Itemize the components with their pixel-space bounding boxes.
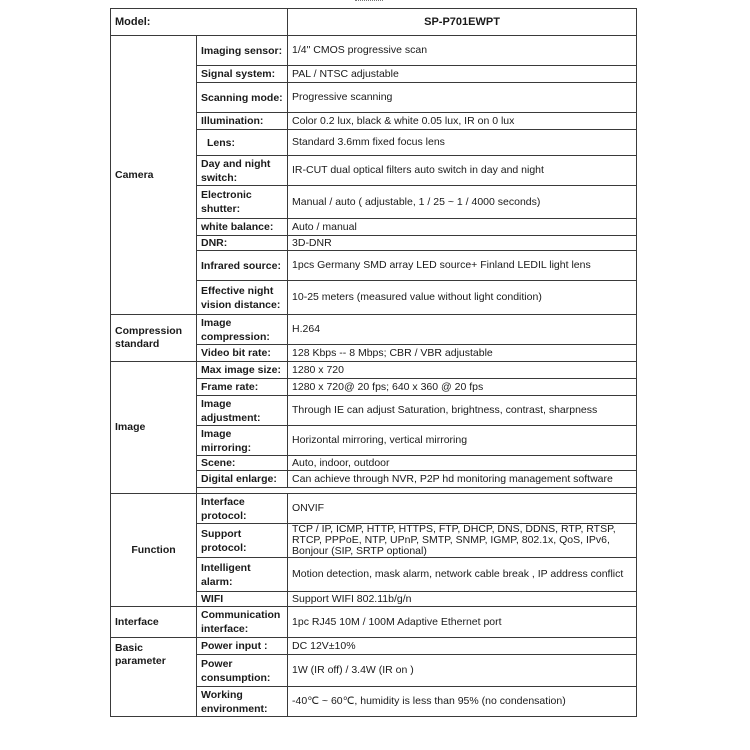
- spec-label: Support protocol:: [197, 524, 288, 558]
- spec-label: Illumination:: [197, 113, 288, 130]
- spec-label: Communication interface:: [197, 607, 288, 638]
- spec-value: TCP / IP, ICMP, HTTP, HTTPS, FTP, DHCP, DNS, DDNS, RTP, RTSP, RTCP, PPPoE, NTP, UPnP, SMTP, SNMP, IGMP, 802.1x, QoS, IPv6, Bonjour (SIP, SRTP optional): [288, 524, 637, 558]
- category-function: Function: [111, 494, 197, 607]
- spec-value: Through IE can adjust Saturation, brightness, contrast, sharpness: [288, 396, 637, 426]
- spec-table: [110, 8, 637, 717]
- spec-label: Infrared source:: [197, 251, 288, 281]
- spec-sheet: [110, 8, 636, 717]
- spec-value: IR-CUT dual optical filters auto switch in day and night: [288, 156, 637, 186]
- spec-label: Scene:: [197, 456, 288, 471]
- spec-value: 128 Kbps -- 8 Mbps; CBR / VBR adjustable: [288, 345, 637, 362]
- spec-label: Max image size:: [197, 362, 288, 379]
- spec-label: Effective night vision distance:: [197, 281, 288, 315]
- spec-label: Day and night switch:: [197, 156, 288, 186]
- table-row: [111, 638, 637, 655]
- spec-label: Power input :: [197, 638, 288, 655]
- spec-label: Scanning mode:: [197, 83, 288, 113]
- model-value: SP-P701EWPT: [288, 9, 637, 36]
- category-camera: Camera: [111, 36, 197, 315]
- spec-label: Digital enlarge:: [197, 471, 288, 488]
- spec-label: Interface protocol:: [197, 494, 288, 524]
- spec-label: DNR:: [197, 236, 288, 251]
- category-image: Image: [111, 362, 197, 494]
- spec-value: Color 0.2 lux, black & white 0.05 lux, IR on 0 lux: [288, 113, 637, 130]
- spec-label: Working environment:: [197, 687, 288, 717]
- table-row: [111, 362, 637, 379]
- table-row: [111, 494, 637, 524]
- spec-value: Can achieve through NVR, P2P hd monitoring management software: [288, 471, 637, 488]
- spec-value: Support WIFI 802.11b/g/n: [288, 592, 637, 607]
- top-dotted-mark: [355, 0, 383, 3]
- spec-value: 1/4" CMOS progressive scan: [288, 36, 637, 66]
- spec-value: Horizontal mirroring, vertical mirroring: [288, 426, 637, 456]
- table-row: [111, 36, 637, 66]
- spec-value: 1pc RJ45 10M / 100M Adaptive Ethernet port: [288, 607, 637, 638]
- spec-value: 1280 x 720: [288, 362, 637, 379]
- spec-value: Motion detection, mask alarm, network cable break , IP address conflict: [288, 558, 637, 592]
- spec-value: Auto / manual: [288, 219, 637, 236]
- spec-value: H.264: [288, 315, 637, 345]
- spec-value: 1pcs Germany SMD array LED source+ Finland LEDIL light lens: [288, 251, 637, 281]
- spec-label: Power consumption:: [197, 655, 288, 687]
- spec-value: DC 12V±10%: [288, 638, 637, 655]
- spec-label: Lens:: [197, 130, 288, 156]
- spec-value: -40℃ ~ 60℃, humidity is less than 95% (no condensation): [288, 687, 637, 717]
- spec-value: ONVIF: [288, 494, 637, 524]
- spec-label: Image compression:: [197, 315, 288, 345]
- spec-value: 10-25 meters (measured value without light condition): [288, 281, 637, 315]
- spec-value: Manual / auto ( adjustable, 1 / 25 ~ 1 / 4000 seconds): [288, 186, 637, 219]
- spec-value: Progressive scanning: [288, 83, 637, 113]
- spec-value: Standard 3.6mm fixed focus lens: [288, 130, 637, 156]
- spec-label: Electronic shutter:: [197, 186, 288, 219]
- spec-value: 1280 x 720@ 20 fps; 640 x 360 @ 20 fps: [288, 379, 637, 396]
- spec-label: Image mirroring:: [197, 426, 288, 456]
- spec-label: Frame rate:: [197, 379, 288, 396]
- spec-label: WIFI: [197, 592, 288, 607]
- spec-value: PAL / NTSC adjustable: [288, 66, 637, 83]
- spec-value: 1W (IR off) / 3.4W (IR on ): [288, 655, 637, 687]
- spec-label: Imaging sensor:: [197, 36, 288, 66]
- category-interface: Interface: [111, 607, 197, 638]
- table-row: [111, 607, 637, 638]
- model-label: Model:: [111, 9, 288, 36]
- spec-value: Auto, indoor, outdoor: [288, 456, 637, 471]
- category-compression: Compression standard: [111, 315, 197, 362]
- spec-label: Signal system:: [197, 66, 288, 83]
- spec-value: 3D-DNR: [288, 236, 637, 251]
- spec-label: Intelligent alarm:: [197, 558, 288, 592]
- table-row: [111, 315, 637, 345]
- spec-label: white balance:: [197, 219, 288, 236]
- spec-label: Video bit rate:: [197, 345, 288, 362]
- model-row: [111, 9, 637, 36]
- spec-label: Image adjustment:: [197, 396, 288, 426]
- category-basic-parameter: Basic parameter: [111, 638, 197, 717]
